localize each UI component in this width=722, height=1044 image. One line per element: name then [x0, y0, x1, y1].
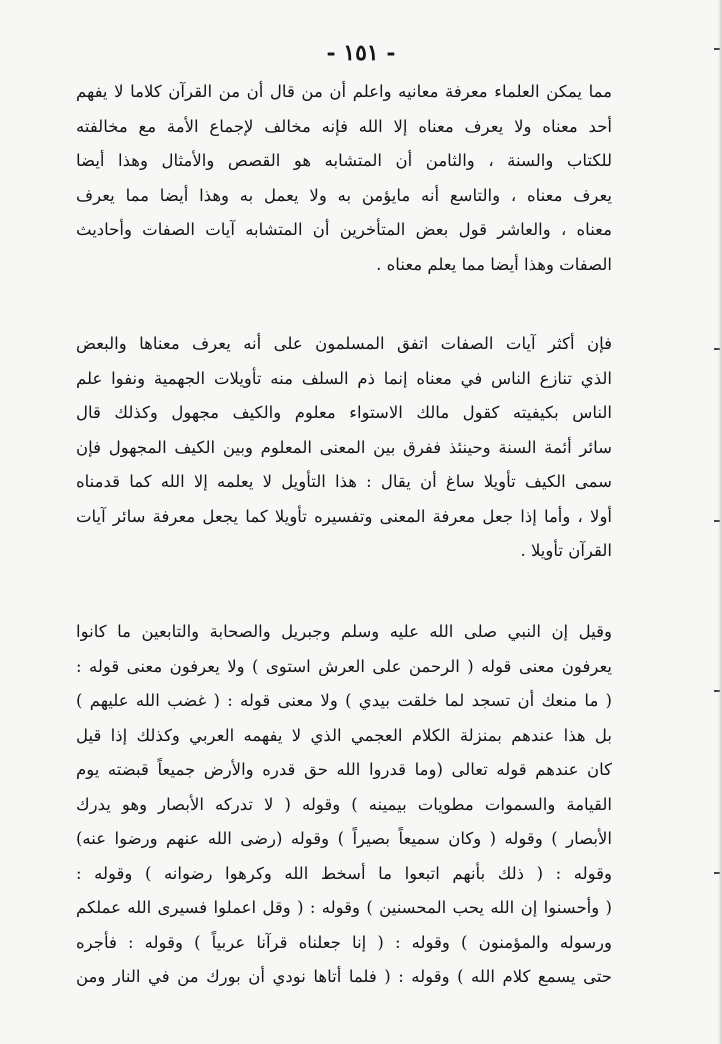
text-line: سمى الكيف تأويلا ساغ أن يقال : هذا التأويل لا يعلمه إلا الله كما قدمناه [76, 472, 612, 491]
text-line: وقيل إن النبي صلى الله عليه وسلم وجبريل والصحابة والتابعين ما كانوا [76, 622, 612, 641]
text-line: الصفات وهذا أيضا مما يعلم معناه . [376, 254, 612, 274]
page-number: - ١٥١ - [326, 40, 396, 66]
text-line: ( ما منعك أن تسجد لما خلقت بيدي ) ولا معنى قوله : ( غضب الله عليهم ) [76, 691, 612, 710]
paragraph-2 [76, 327, 612, 569]
text-line: الناس بكيفيته كقول مالك الاستواء معلوم والكيف مجهول وكذلك قال [76, 403, 612, 422]
paragraph-1 [76, 75, 612, 282]
text-line: حتى يسمع كلام الله ) وقوله : ( فلما أتاها نودي أن بورك من في النار ومن [76, 967, 612, 986]
text-line: ورسوله والمؤمنون ) وقوله : ( إنا جعلناه قرآنا عربياً ) وقوله : فأجره [76, 932, 612, 952]
text-line: كان عندهم قوله تعالى (وما قدروا الله حق قدره والأرض جميعاً قبضته يوم [76, 760, 612, 779]
text-line: للكتاب والسنة ، والثامن أن المتشابه هو القصص والأمثال وهذا أيضا [76, 151, 612, 170]
text-line: بل هذا عندهم بمنزلة الكلام العجمي الذي لا يفهمه العربي وكذلك إذا قيل [76, 725, 612, 745]
page-edge-shadow [718, 0, 722, 1044]
text-line: فإن أكثر آيات الصفات اتفق المسلمون على أنه يعرف معناها والبعض [76, 334, 612, 353]
text-line: سائر أئمة السنة وحينئذ ففرق بين المعنى المعلوم وبين الكيف المجهول فإن [76, 437, 612, 457]
text-line: الذي تنازع الناس في معناه إنما ذم السلف منه تأويلات الجهمية ونفوا علم [76, 368, 612, 388]
text-line: القيامة والسموات مطويات بيمينه ) وقوله ( لا تدركه الأبصار وهو يدرك [76, 794, 612, 814]
text-line: الأبصار ) وقوله ( وكان سميعاً بصيراً ) وقوله (رضى الله عنهم ورضوا عنه) [76, 829, 612, 848]
text-line: يعرفون معنى قوله ( الرحمن على العرش استوى ) ولا يعرفون معنى قوله : [76, 656, 612, 676]
text-line: أولا ، وأما إذا جعل معرفة المعنى وتفسيره تأويلا كما يجعل معرفة سائر آيات [76, 506, 612, 526]
text-line: مما يمكن العلماء معرفة معانيه واعلم أن من قال أن من القرآن كلاما لا يفهم [76, 82, 612, 101]
text-line: معناه ، والعاشر قول بعض المتأخرين أن المتشابه آيات الصفات وأحاديث [76, 220, 612, 239]
paragraph-3 [76, 615, 612, 995]
text-line: وقوله : ( ذلك بأنهم اتبعوا ما أسخط الله وكرهوا رضوانه ) وقوله : [76, 863, 612, 883]
text-line: أحد معناه ولا يعرف معناه إلا الله فإنه مخالف لإجماع الأمة مع مخالفته [76, 116, 612, 136]
text-line: ( وأحسنوا إن الله يحب المحسنين ) وقوله : ( وقل اعملوا فسيرى الله عملكم [76, 898, 612, 917]
text-line: القرآن تأويلا . [520, 541, 612, 560]
text-line: يعرف معناه ، والتاسع أنه مايؤمن به ولا يعمل به وهذا أيضا مما يعرف [76, 185, 612, 205]
